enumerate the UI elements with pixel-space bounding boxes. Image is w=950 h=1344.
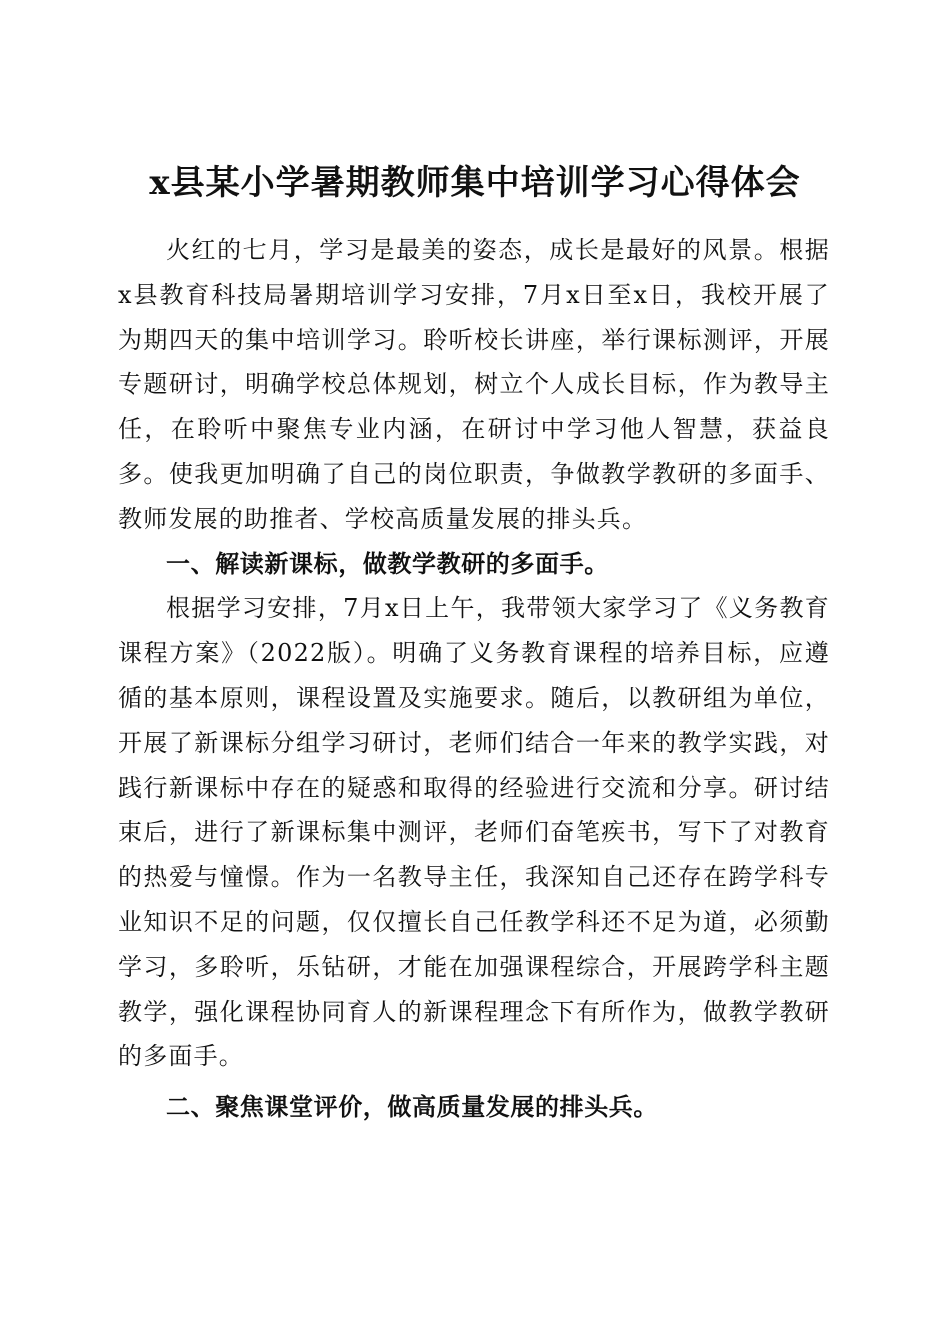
section-heading-1: 一、解读新课标，做教学教研的多面手。 xyxy=(166,549,609,578)
intro-paragraph: 火红的七月，学习是最美的姿态，成长是最好的风景。根据x县教育科技局暑期培训学习安排，7月x日至x日，我校开展了为期四天的集中培训学习。聆听校长讲座，举行课标测评，开展专题研讨，明确学校总体规划，树立个人成长目标，作为教导主任，在聆听中聚焦专业内涵，在研讨中学习他人智慧，获益良多。使我更加明确了自己的岗位职责，争做教学教研的多面手、教师发展的助推者、学校高质量发展的排头兵。 xyxy=(118,236,830,533)
document-title: x县某小学暑期教师集中培训学习心得体会 xyxy=(149,162,801,203)
section-1-paragraph: 根据学习安排，7月x日上午，我带领大家学习了《义务教育课程方案》（2022版）。明确了义务教育课程的培养目标，应遵循的基本原则，课程设置及实施要求。随后，以教研组为单位，开展了新课标分组学习研讨，老师们结合一年来的教学实践，对践行新课标中存在的疑惑和取得的经验进行交流和分享。研讨结束后，进行了新课标集中测评，老师们奋笔疾书，写下了对教育的热爱与憧憬。作为一名教导主任，我深知自己还存在跨学科专业知识不足的问题，仅仅擅长自己任教学科还不足为道，必须勤学习，多聆听，乐钻研，才能在加强课程综合，开展跨学科主题教学，强化课程协同育人的新课程理念下有所作为，做教学教研的多面手。 xyxy=(118,594,830,1071)
document-body xyxy=(118,228,830,1130)
section-heading-2: 二、聚焦课堂评价，做高质量发展的排头兵。 xyxy=(166,1093,658,1122)
